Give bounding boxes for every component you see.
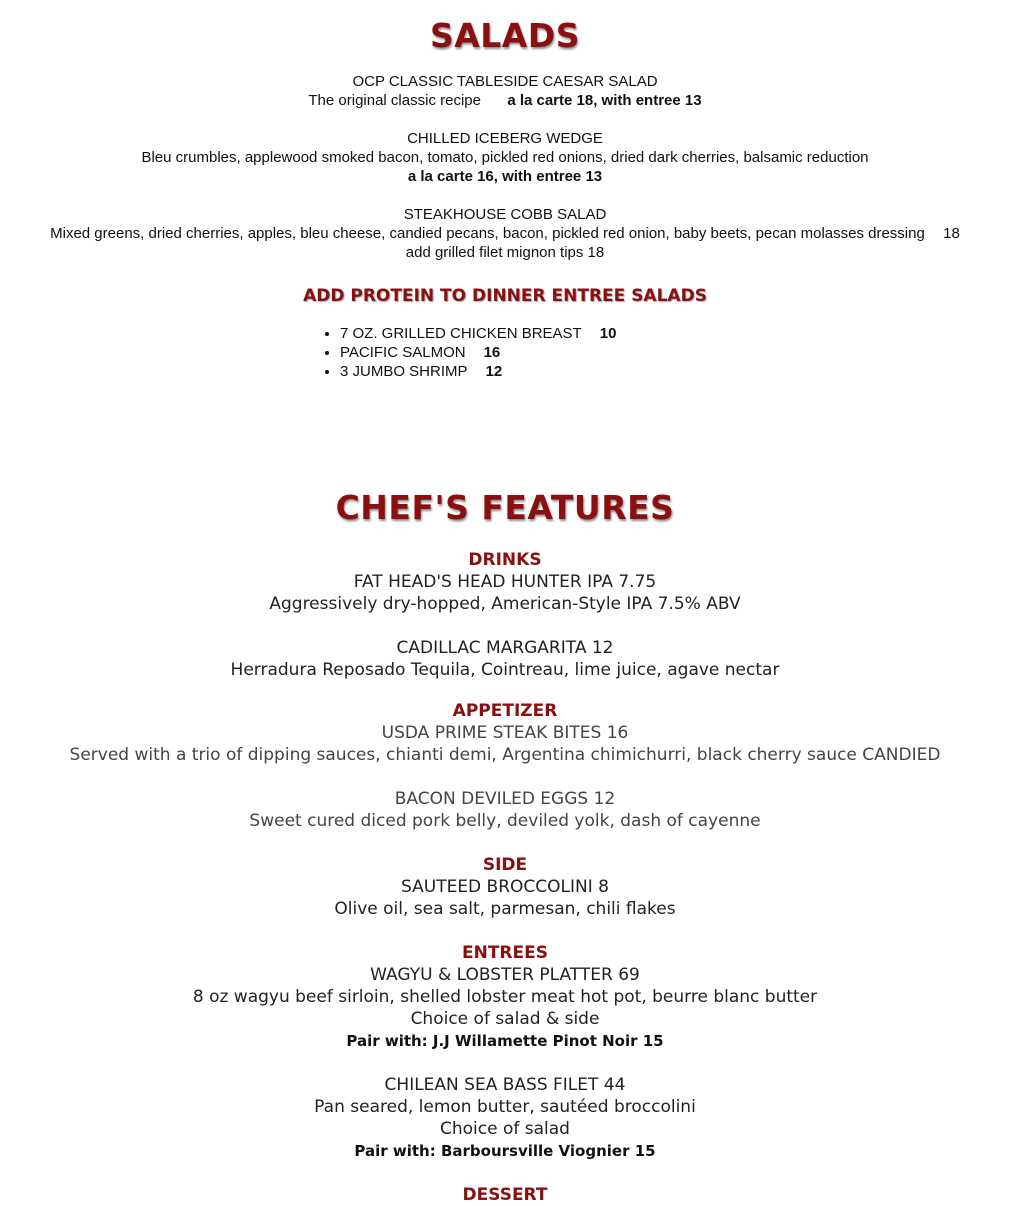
salad-item-wedge-name: CHILLED ICEBERG WEDGE bbox=[407, 130, 603, 147]
entree-description: Pan seared, lemon butter, sautéed broccolini bbox=[314, 1097, 696, 1117]
drink-description: Aggressively dry-hopped, American-Style IPA 7.5% ABV bbox=[269, 594, 741, 614]
entree-pairing: Pair with: J.J Willamette Pinot Noir 15 bbox=[346, 1032, 664, 1050]
features-title: CHEF'S FEATURES bbox=[335, 488, 675, 527]
salad-item-cobb-extra: add grilled filet mignon tips 18 bbox=[405, 244, 605, 261]
salad-item-caesar-name: OCP CLASSIC TABLESIDE CAESAR SALAD bbox=[352, 73, 658, 90]
list-item bbox=[340, 362, 1010, 381]
protein-price: 12 bbox=[485, 363, 503, 380]
drinks-heading: DRINKS bbox=[468, 550, 542, 570]
salad-item-caesar-description: The original classic recipe bbox=[308, 92, 481, 109]
appetizer-name: USDA PRIME STEAK BITES 16 bbox=[381, 723, 629, 743]
entree-choice: Choice of salad bbox=[440, 1119, 570, 1139]
salad-item-caesar-line bbox=[0, 91, 1010, 110]
drink-name: CADILLAC MARGARITA 12 bbox=[396, 638, 614, 658]
salads-title: SALADS bbox=[429, 16, 581, 55]
entree-choice: Choice of salad & side bbox=[410, 1009, 600, 1029]
protein-list bbox=[0, 324, 1010, 381]
salad-item-cobb-line bbox=[0, 224, 1010, 243]
list-item bbox=[340, 324, 1010, 343]
list-item bbox=[340, 343, 1010, 362]
salad-item-wedge-price: a la carte 16, with entree 13 bbox=[407, 168, 603, 185]
protein-name: 7 OZ. GRILLED CHICKEN BREAST bbox=[340, 325, 582, 342]
appetizer-heading: APPETIZER bbox=[452, 701, 558, 721]
salad-item-caesar-price: a la carte 18, with entree 13 bbox=[507, 92, 702, 109]
salad-item-cobb-description: Mixed greens, dried cherries, apples, bleu cheese, candied pecans, bacon, pickled red onion, baby beets, pecan molasses dressing bbox=[50, 225, 925, 242]
entree-name: WAGYU & LOBSTER PLATTER 69 bbox=[370, 965, 640, 985]
appetizer-name: BACON DEVILED EGGS 12 bbox=[394, 789, 616, 809]
side-description: Olive oil, sea salt, parmesan, chili flakes bbox=[334, 899, 676, 919]
protein-name: 3 JUMBO SHRIMP bbox=[340, 363, 468, 380]
side-name: SAUTEED BROCCOLINI 8 bbox=[401, 877, 609, 897]
appetizer-description: Served with a trio of dipping sauces, chianti demi, Argentina chimichurri, black cherry sauce CANDIED bbox=[69, 745, 941, 765]
salad-item-cobb-name: STEAKHOUSE COBB SALAD bbox=[403, 206, 607, 223]
entree-description: 8 oz wagyu beef sirloin, shelled lobster meat hot pot, beurre blanc butter bbox=[192, 987, 818, 1007]
entree-pairing: Pair with: Barboursville Viognier 15 bbox=[354, 1142, 656, 1160]
dessert-heading: DESSERT bbox=[462, 1185, 548, 1205]
drink-name: FAT HEAD'S HEAD HUNTER IPA 7.75 bbox=[353, 572, 657, 592]
protein-price: 10 bbox=[599, 325, 617, 342]
protein-title: ADD PROTEIN TO DINNER ENTREE SALADS bbox=[303, 286, 707, 306]
salads-section bbox=[0, 14, 1010, 381]
appetizer-description: Sweet cured diced pork belly, deviled yolk, dash of cayenne bbox=[249, 811, 761, 831]
protein-name: PACIFIC SALMON bbox=[340, 344, 466, 361]
salad-item-wedge-description: Bleu crumbles, applewood smoked bacon, tomato, pickled red onions, dried dark cherries, balsamic reduction bbox=[141, 149, 869, 166]
entrees-heading: ENTREES bbox=[462, 943, 548, 963]
salad-item-cobb-price: 18 bbox=[943, 225, 960, 242]
entree-name: CHILEAN SEA BASS FILET 44 bbox=[384, 1075, 626, 1095]
features-section bbox=[0, 485, 1010, 1206]
drink-description: Herradura Reposado Tequila, Cointreau, lime juice, agave nectar bbox=[230, 660, 780, 680]
protein-price: 16 bbox=[483, 344, 501, 361]
side-heading: SIDE bbox=[482, 855, 528, 875]
